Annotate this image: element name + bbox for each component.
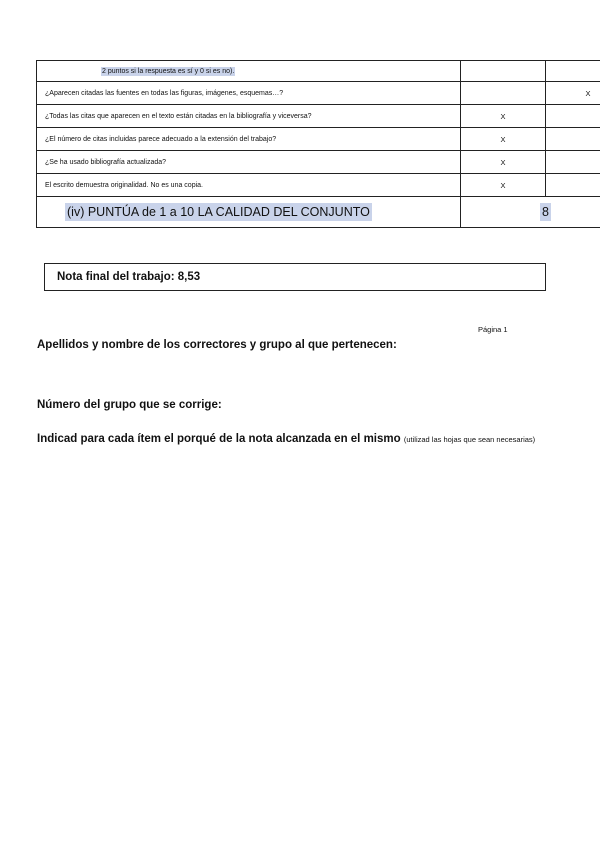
table-row xyxy=(37,128,600,151)
total-row xyxy=(37,197,600,228)
highlighted-text: 2 puntos si la respuesta es sí y 0 si es no). xyxy=(102,67,235,75)
answer-cell-yes: X xyxy=(461,128,546,151)
group-heading: Número del grupo que se corrige: xyxy=(37,399,222,411)
instructions-note: (utilizad las hojas que sean necesarias) xyxy=(403,435,536,444)
answer-cell-no xyxy=(546,61,600,82)
total-label-cell xyxy=(37,197,461,228)
question-cell: ¿Se ha usado bibliografía actualizada? xyxy=(37,151,461,174)
instructions-paragraph xyxy=(37,431,557,448)
table-row xyxy=(37,151,600,174)
instructions-main: Indicad para cada ítem el porqué de la nota alcanzada en el mismo xyxy=(37,433,401,445)
answer-cell-no xyxy=(546,105,600,128)
table-row xyxy=(37,174,600,197)
final-grade-box xyxy=(44,263,546,291)
answer-cell-yes xyxy=(461,82,546,105)
table-row xyxy=(37,61,600,82)
answer-cell-no xyxy=(546,128,600,151)
question-cell: El escrito demuestra originalidad. No es una copia. xyxy=(37,174,461,197)
answer-cell-yes: X xyxy=(461,105,546,128)
total-label: (iv) PUNTÚA de 1 a 10 LA CALIDAD DEL CONJUNTO xyxy=(67,205,370,219)
answer-cell-yes xyxy=(461,61,546,82)
table-row xyxy=(37,105,600,128)
answer-cell-no: X xyxy=(546,82,600,105)
answer-cell-yes: X xyxy=(461,174,546,197)
question-cell: ¿Aparecen citadas las fuentes en todas las figuras, imágenes, esquemas…? xyxy=(37,82,461,105)
final-grade-text: Nota final del trabajo: 8,53 xyxy=(57,271,201,283)
page-number: Página 1 xyxy=(478,325,508,334)
answer-cell-no xyxy=(546,174,600,197)
answer-cell-no xyxy=(546,151,600,174)
total-score-cell xyxy=(461,197,600,228)
total-score: 8 xyxy=(542,205,549,219)
correctors-heading: Apellidos y nombre de los correctores y grupo al que pertenecen: xyxy=(37,339,397,351)
answer-cell-yes: X xyxy=(461,151,546,174)
evaluation-table xyxy=(36,60,600,228)
table-row xyxy=(37,82,600,105)
question-cell: ¿El número de citas incluidas parece adecuado a la extensión del trabajo? xyxy=(37,128,461,151)
question-cell xyxy=(37,61,461,82)
question-cell: ¿Todas las citas que aparecen en el texto están citadas en la bibliografía y viceversa? xyxy=(37,105,461,128)
